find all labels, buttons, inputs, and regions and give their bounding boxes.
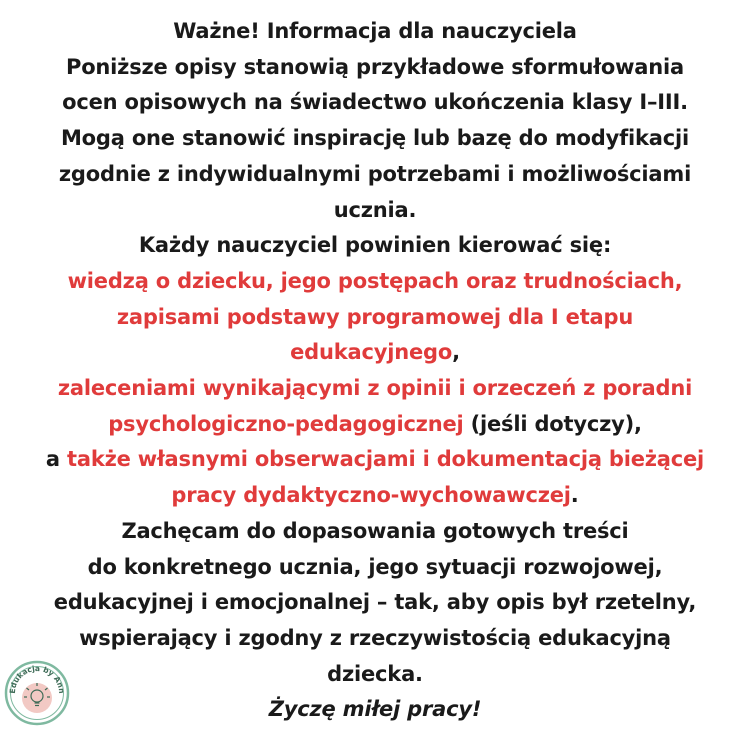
guideline-line: wiedzą o dziecku, jego postępach oraz trudnościach, [67,268,683,293]
guideline-line: zapisami podstawy programowej dla I etapu [116,304,634,329]
encouragement-line: dziecka. [327,661,423,686]
guideline-line: zaleceniami wynikającymi z opinii i orzeczeń z poradni [57,376,693,401]
intro-line: ocen opisowych na świadectwo ukończenia klasy I–III. [62,90,688,115]
notice-title: Ważne! Informacja dla nauczyciela [173,19,577,43]
guideline-line [10,407,740,443]
teacher-notice [7,14,740,728]
guideline-heading: Każdy nauczyciel powinien kierować się: [138,233,612,258]
guideline-tail: , [452,340,460,365]
guideline-highlight: psychologiczno-pedagogicznej [108,411,464,436]
encouragement-line: do konkretnego ucznia, jego sytuacji rozwojowej, [87,554,663,579]
guideline-line [10,335,740,371]
intro-line: Poniższe opisy stanowią przykładowe sformułowania [66,54,684,79]
encouragement-line: Zachęcam do dopasowania gotowych treści [121,518,629,543]
guideline-head: a [45,447,68,472]
intro-line: zgodnie z indywidualnymi potrzebami i możliwościami [58,161,692,186]
guideline-tail: (jeśli dotyczy), [463,411,642,436]
guideline-line [10,478,740,514]
guideline-line [10,442,740,478]
encouragement-line: wspierający i zgodny z rzeczywistością edukacyjną [79,625,671,650]
intro-line: ucznia. [333,197,417,222]
edukacja-logo [4,660,70,726]
encouragement-line: edukacyjnej i emocjonalnej – tak, aby opis był rzetelny, [53,590,697,615]
guideline-highlight: także własnymi obserwacjami i dokumentacją bieżącej [67,447,705,472]
logo-text: Edukacja by Ann [7,663,67,694]
guideline-tail: . [570,483,579,508]
closing-wish: Życzę miłej pracy! [268,697,482,722]
guideline-highlight: edukacyjnego [290,340,453,365]
guideline-highlight: pracy dydaktyczno-wychowawczej [171,483,571,508]
intro-line: Mogą one stanowić inspirację lub bazę do modyfikacji [60,126,689,151]
